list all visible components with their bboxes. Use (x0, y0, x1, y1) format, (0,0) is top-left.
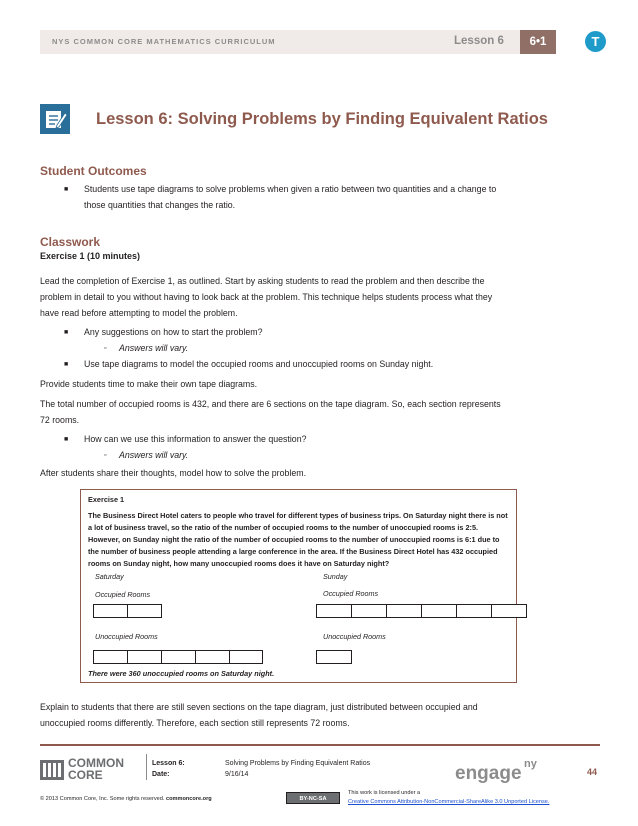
curriculum-label: NYS COMMON CORE MATHEMATICS CURRICULUM (52, 37, 276, 46)
header-lesson: Lesson 6 (454, 35, 504, 47)
tape-section (351, 604, 387, 618)
bullet-3-answer: Answers will vary. (119, 450, 189, 460)
exercise-line-3: However, on Sunday night the ratio of the number of occupied rooms to the number of unoccupied rooms is 6:1 due to (88, 535, 500, 544)
tape-section (491, 604, 527, 618)
copyright-text (40, 796, 212, 802)
outcome-line-2: those quantities that changes the ratio. (84, 200, 236, 210)
paragraph-3-line-2: 72 rooms. (40, 415, 80, 425)
bullet-1-text: Any suggestions on how to start the problem? (84, 327, 263, 337)
tape-section (229, 650, 263, 664)
logo-text-line-2: CORE (68, 768, 103, 782)
paragraph-4: After students share their thoughts, model how to solve the problem. (40, 468, 307, 478)
engage-logo-text: engage (455, 763, 522, 784)
bullet-2-text: Use tape diagrams to model the occupied rooms and unoccupied rooms on Sunday night. (84, 359, 434, 369)
tape-section (386, 604, 422, 618)
lesson-title: Lesson 6: Solving Problems by Finding Equivalent Ratios (96, 110, 548, 128)
bullet-square-icon: ■ (64, 361, 69, 368)
engage-logo-superscript: ny (524, 758, 537, 770)
creative-commons-badge: BY-NC-SA (286, 792, 340, 804)
paragraph-3-line-1: The total number of occupied rooms is 432, and there are 6 sections on the tape diagram. So, each section represents (40, 399, 501, 409)
footer-lesson-label: Lesson 6: (152, 760, 185, 767)
footer-date-value: 9/16/14 (225, 771, 249, 778)
paragraph-1-line-2: problem in detail to you without having to look back at the problem. This technique helps students process what they (40, 292, 493, 302)
sub-bullet-icon: ▫ (104, 452, 107, 459)
footer-date-label: Date: (152, 771, 170, 778)
tape-section (316, 604, 352, 618)
paragraph-5-line-1: Explain to students that there are still seven sections on the tape diagram, just distributed between occupied and (40, 702, 478, 712)
footer-separator (146, 754, 147, 780)
tape-section (127, 604, 162, 618)
sunday-label: Sunday (323, 572, 348, 581)
teacher-badge: T (585, 31, 606, 52)
logo-text-line-1: COMMON (68, 756, 124, 770)
paragraph-1-line-1: Lead the completion of Exercise 1, as outlined. Start by asking students to read the problem and then describe the (40, 276, 485, 286)
grade-module-badge: 6•1 (520, 30, 556, 54)
exercise-line-2: a lot of business travel, so the ratio of the number of occupied rooms to the number of unoccupied rooms is 2:5. (88, 523, 479, 532)
bullet-3-text: How can we use this information to answer the question? (84, 434, 307, 444)
paragraph-1-line-3: have read before attempting to model the problem. (40, 308, 238, 318)
common-core-logo-icon (40, 760, 64, 780)
paragraph-5-line-2: unoccupied rooms differently. Therefore, each section still represents 72 rooms. (40, 718, 350, 728)
student-outcomes-heading: Student Outcomes (40, 164, 147, 178)
tape-section (93, 604, 128, 618)
classwork-heading: Classwork (40, 235, 101, 249)
page-number: 44 (587, 767, 598, 777)
exercise-line-5: rooms on Sunday night, how many unoccupied rooms does it have on Saturday night? (88, 559, 390, 568)
outcome-line-1: Students use tape diagrams to solve problems when given a ratio between two quantities and a change to (84, 184, 497, 194)
bullet-square-icon: ■ (64, 186, 69, 193)
footer-lesson-value: Solving Problems by Finding Equivalent Ratios (225, 760, 371, 767)
exercise-answer: There were 360 unoccupied rooms on Saturday night. (88, 669, 275, 678)
tape-section (93, 650, 128, 664)
paragraph-2: Provide students time to make their own tape diagrams. (40, 379, 258, 389)
sunday-occupied-label: Occupied Rooms (323, 589, 379, 598)
copyright-site-link[interactable]: commoncore.org (166, 796, 212, 802)
bullet-square-icon: ■ (64, 436, 69, 443)
notepad-pencil-icon (40, 104, 70, 134)
saturday-occupied-label: Occupied Rooms (95, 590, 151, 599)
sunday-unoccupied-label: Unoccupied Rooms (323, 632, 386, 641)
footer-divider (40, 744, 600, 746)
copyright-prefix: © 2013 Common Core, Inc. Some rights reserved. (40, 796, 166, 802)
bullet-square-icon: ■ (64, 329, 69, 336)
tape-section (127, 650, 162, 664)
saturday-label: Saturday (95, 572, 124, 581)
tape-section (456, 604, 492, 618)
exercise-1-heading: Exercise 1 (10 minutes) (40, 251, 141, 261)
license-line-1: This work is licensed under a (348, 790, 421, 796)
saturday-unoccupied-label: Unoccupied Rooms (95, 632, 158, 641)
tape-section (421, 604, 457, 618)
tape-section (195, 650, 230, 664)
license-link[interactable]: Creative Commons Attribution-NonCommercial-ShareAlike 3.0 Unported License. (348, 799, 550, 805)
exercise-line-1: The Business Direct Hotel caters to people who travel for different types of business trips. On Saturday night there is not (88, 511, 508, 520)
tape-section (161, 650, 196, 664)
exercise-box-heading: Exercise 1 (88, 495, 125, 504)
bullet-1-answer: Answers will vary. (119, 343, 189, 353)
exercise-line-4: the number of business people attending a large conference in the area. If the Business Direct Hotel has 432 occupied (88, 547, 498, 556)
sub-bullet-icon: ▫ (104, 345, 107, 352)
tape-section (316, 650, 352, 664)
